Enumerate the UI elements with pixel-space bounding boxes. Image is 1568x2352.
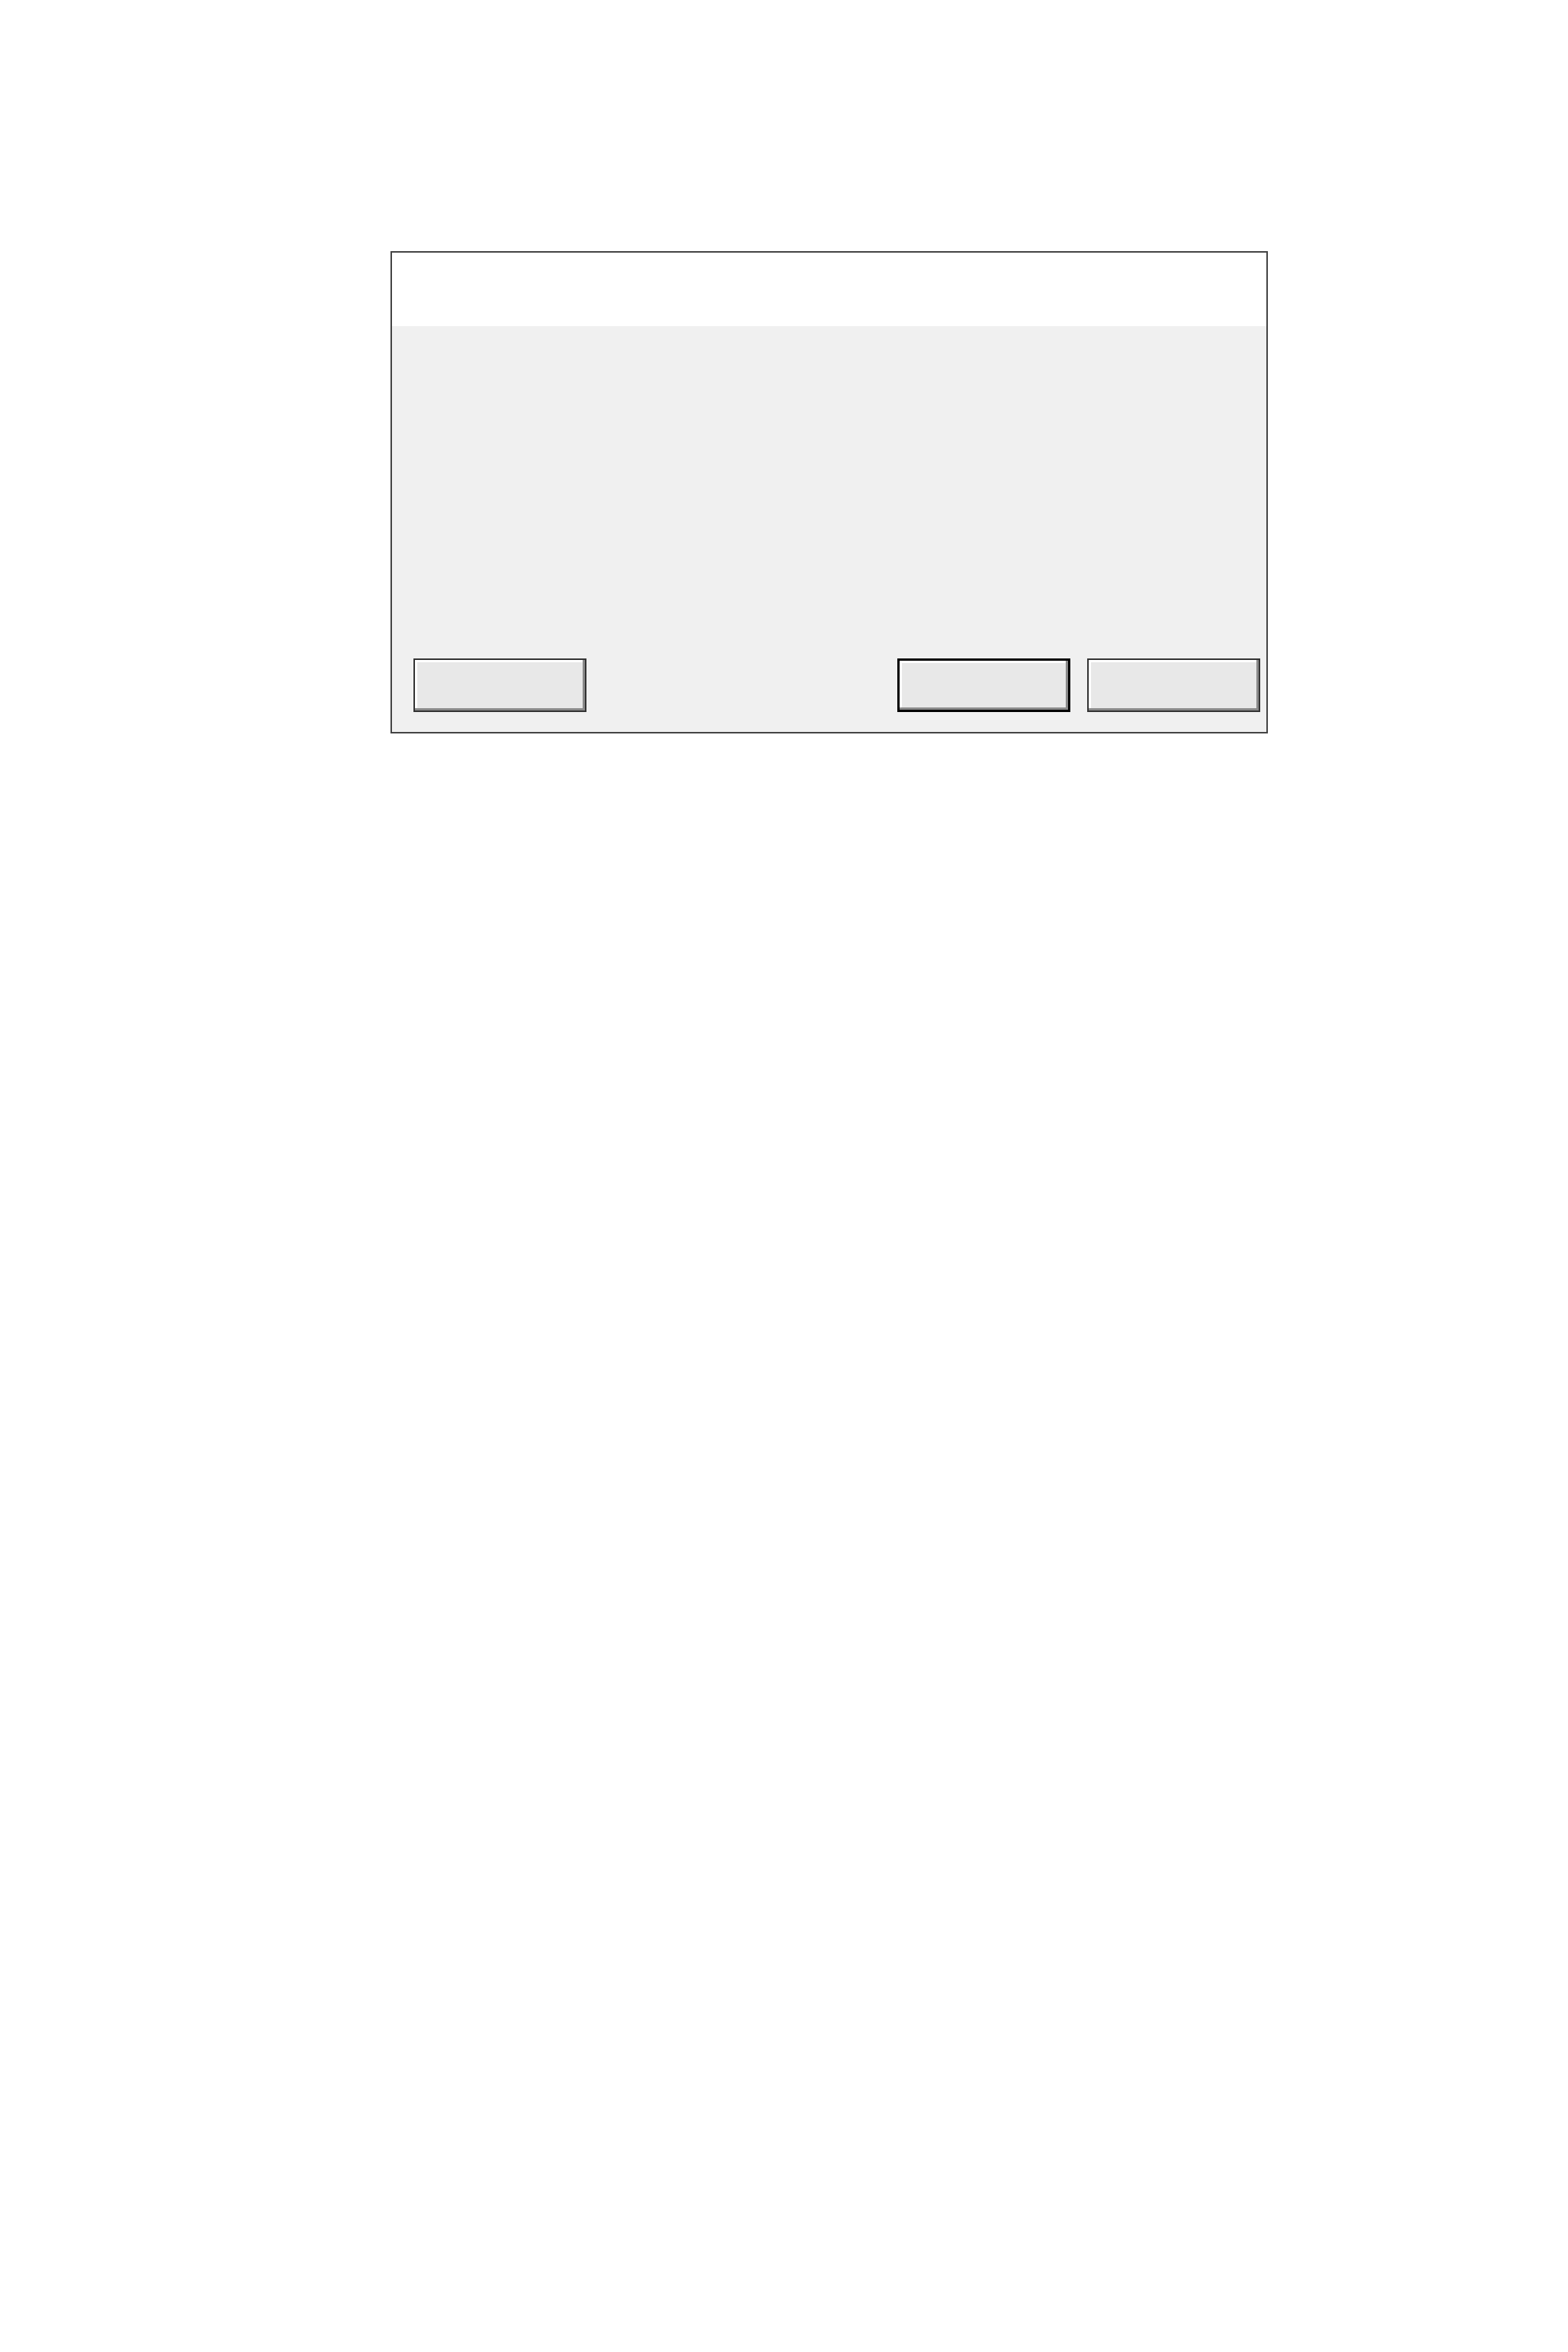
regression-equation bbox=[194, 1981, 268, 2022]
design-row-blocks bbox=[0, 1110, 1568, 1152]
aliasing-note bbox=[194, 1193, 268, 1234]
design-row-runs bbox=[0, 1068, 1568, 1109]
anova-header-row bbox=[0, 1317, 1568, 1358]
summary-header-row bbox=[0, 1815, 1568, 1856]
ok-button[interactable] bbox=[897, 658, 1070, 712]
summary-title bbox=[194, 1772, 268, 1814]
summary-values-row bbox=[0, 1856, 1568, 1897]
minitab-output bbox=[0, 0, 1568, 655]
design-row-factors bbox=[0, 1026, 1568, 1067]
cancel-button[interactable] bbox=[1087, 658, 1260, 712]
anova-title bbox=[194, 1276, 268, 1317]
regression-title bbox=[194, 1939, 268, 1981]
help-button[interactable] bbox=[413, 658, 586, 712]
